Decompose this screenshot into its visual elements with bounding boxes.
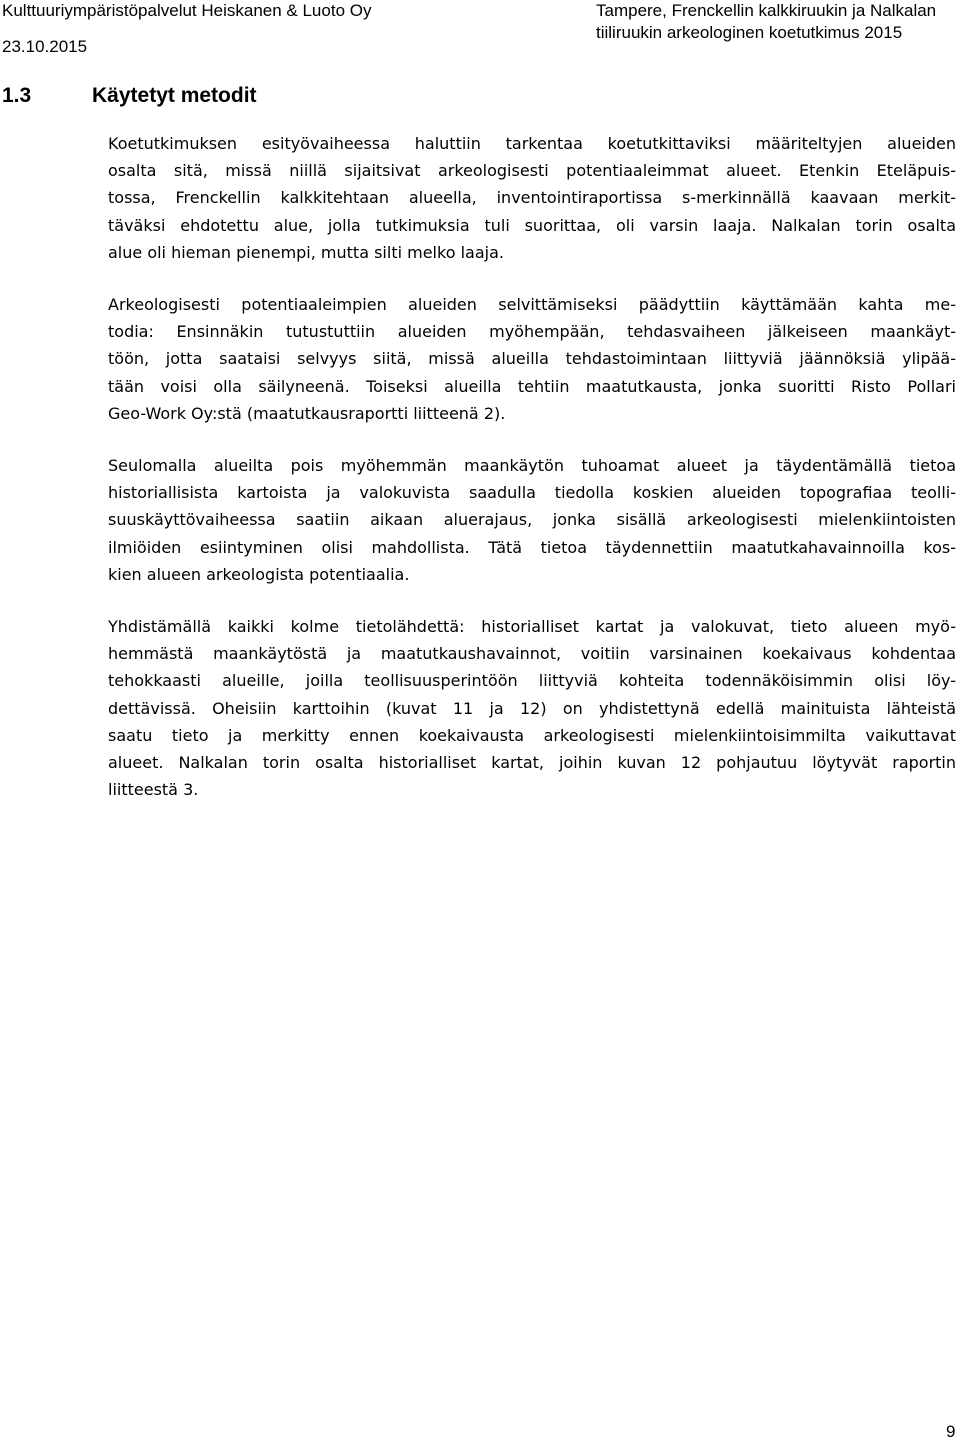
header-project-title: [596, 0, 936, 44]
paragraph-line: tossa, Frenckellin kalkkitehtaan alueella, inventointiraportissa s-merkinnällä kaavaan merkit-: [108, 188, 956, 208]
paragraph-line: Koetutkimuksen esityövaiheessa haluttiin tarkentaa koetutkittaviksi määriteltyjen alueiden: [108, 134, 956, 153]
paragraph-4: [108, 613, 956, 803]
paragraph-line: osalta sitä, missä niillä sijaitsivat arkeologisesti potentiaaleimmat alueet. Etenkin Eteläpuis-: [108, 161, 956, 181]
header-company: Kulttuuriympäristöpalvelut Heiskanen & Luoto Oy: [2, 1, 372, 20]
paragraph-3: [108, 452, 956, 588]
paragraph-line: hemmästä maankäytöstä ja maatutkaushavainnot, voitiin varsinainen koekaivaus kohdentaa: [108, 644, 956, 664]
header-project-line-1: Tampere, Frenckellin kalkkiruukin ja Nalkalan: [596, 1, 937, 20]
paragraph-line: Seulomalla alueilta pois myöhemmän maankäytön tuhoamat alueet ja täydentämällä tietoa: [108, 456, 956, 476]
paragraph-line: Yhdistämällä kaikki kolme tietolähdettä: historialliset kartat ja valokuvat, tieto alueen myö-: [108, 617, 956, 637]
paragraph-1: [108, 130, 956, 266]
section-number: 1.3: [2, 84, 32, 107]
paragraph-2: [108, 291, 956, 427]
paragraph-line: saatu tieto ja merkitty ennen koekaivausta arkeologisesti mielenkiintoisimmilta vaikuttavat: [108, 725, 956, 745]
page-number: 9: [946, 1422, 956, 1441]
paragraph-line: tään voisi olla säilyneenä. Toiseksi alueilla tehtiin maatutkausta, jonka suoritti Risto Pollari: [108, 376, 956, 396]
paragraph-line: ilmiöiden esiintyminen olisi mahdollista. Tätä tietoa täydennettiin maatutkahavainnoilla kos-: [108, 537, 956, 557]
paragraph-line: liitteestä 3.: [108, 780, 199, 800]
header-date: 23.10.2015: [2, 37, 88, 56]
section-title: Käytetyt metodit: [92, 84, 257, 107]
paragraph-line: kien alueen arkeologista potentiaalia.: [108, 564, 410, 584]
paragraph-line: Geo-Work Oy:stä (maatutkausraportti liitteenä 2).: [108, 403, 506, 423]
paragraph-line: todia: Ensinnäkin tutustuttiin alueiden myöhempään, tehdasvaiheen jälkeiseen maankäyt-: [108, 322, 956, 342]
paragraph-line: alueet. Nalkalan torin osalta historialliset kartat, joihin kuvan 12 pohjautuu löytyvät raportin: [108, 753, 956, 773]
paragraph-line: töön, jotta saataisi selvyys siitä, missä alueilla tehdastoimintaan liittyviä jäännöksiä ylipää-: [108, 349, 956, 369]
paragraph-line: historiallisista kartoista ja valokuvista saadulla tiedolla koskien alueiden topografiaa teolli-: [108, 483, 956, 503]
section-heading: [2, 82, 257, 110]
paragraph-line: täväksi ehdotettu alue, jolla tutkimuksia tuli suorittaa, oli varsin laaja. Nalkalan torin osalta: [108, 215, 956, 235]
paragraph-line: tehokkaasti alueille, joilla teollisuusperintöön liittyviä kohteita todennäköisimmin olisi löy-: [108, 671, 956, 691]
body-text: [108, 130, 956, 828]
header-project-line-2: tiiliruukin arkeologinen koetutkimus 2015: [596, 23, 903, 42]
paragraph-line: alue oli hieman pienempi, mutta silti melko laaja.: [108, 242, 504, 262]
paragraph-line: Arkeologisesti potentiaaleimpien alueiden selvittämiseksi päädyttiin käyttämään kahta me-: [108, 295, 956, 315]
paragraph-line: suuskäyttövaiheessa saatiin aikaan aluerajaus, jonka sisällä arkeologisesti mielenkiintoisten: [108, 510, 956, 530]
paragraph-line: dettävissä. Oheisiin karttoihin (kuvat 11 ja 12) on yhdistettynä edellä mainituista lähteistä: [108, 698, 956, 718]
